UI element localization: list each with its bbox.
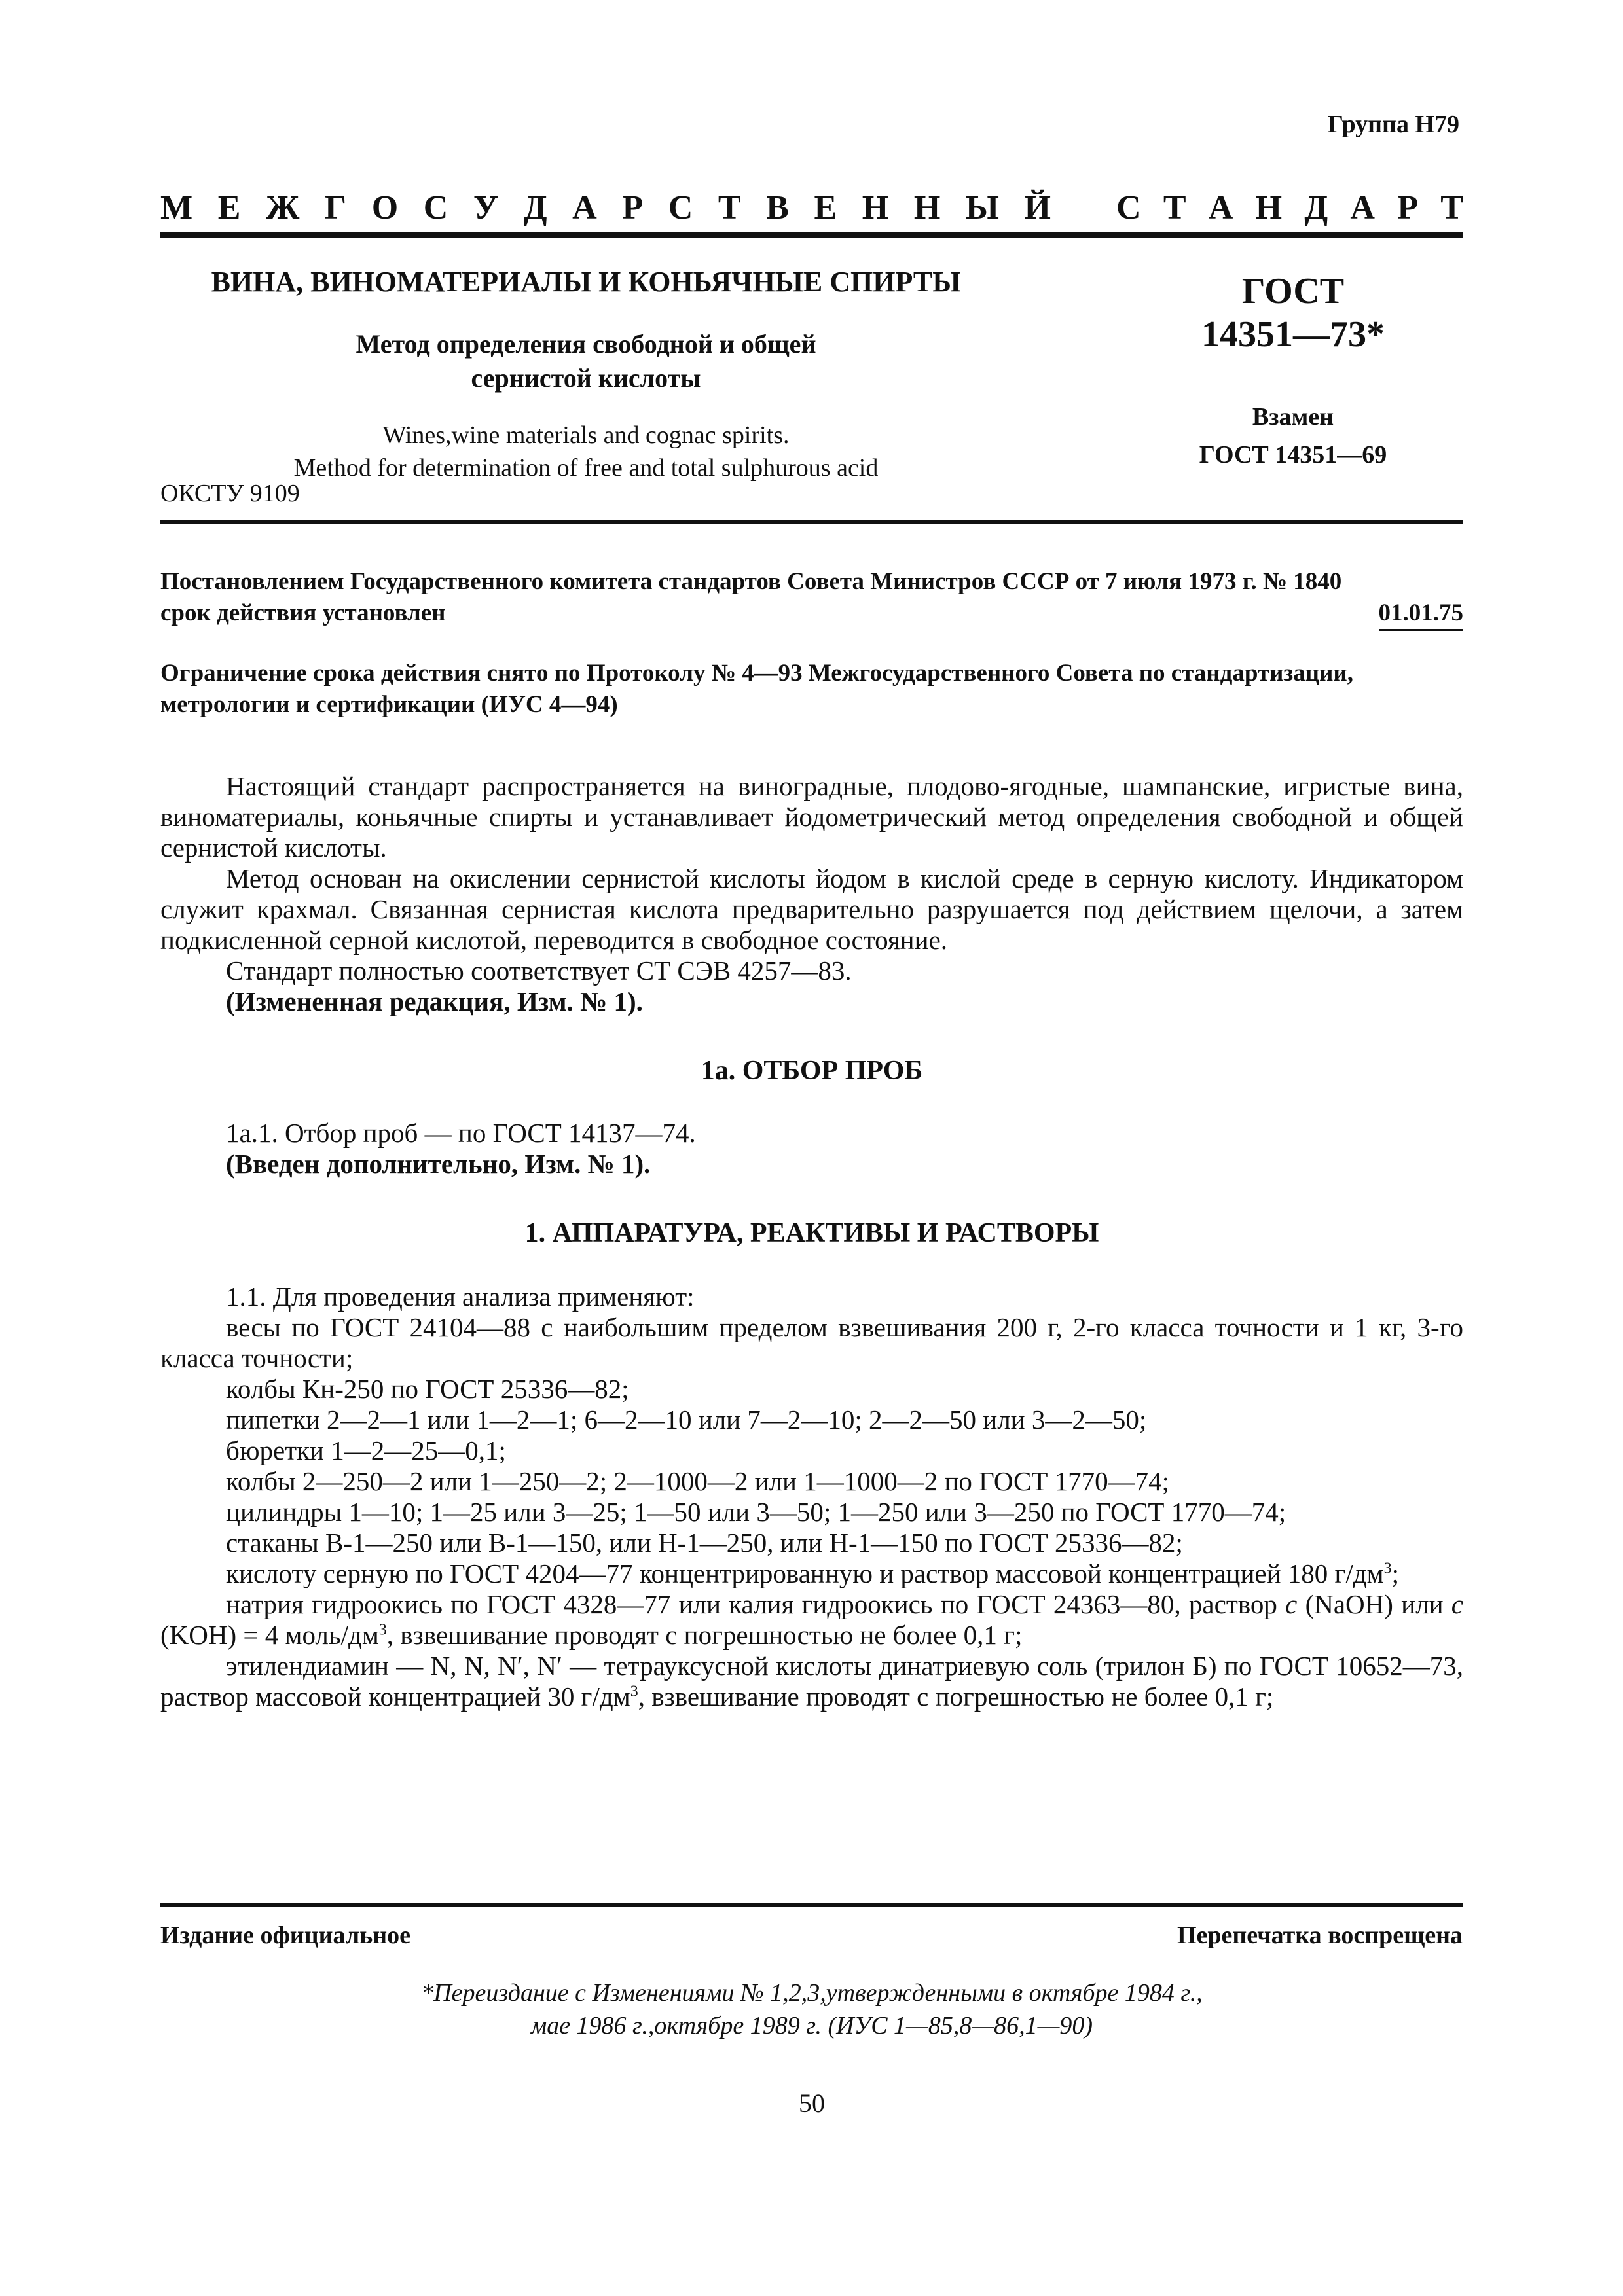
title-rule (160, 520, 1463, 524)
banner-letter: Е (814, 189, 837, 226)
reprint-prohibited: Перепечатка воспрещена (1176, 1922, 1463, 1949)
apparatus-item: цилиндры 1—10; 1—25 или 3—25; 1—50 или 3—50; 1—250 или 3—250 по ГОСТ 1770—74; (226, 1497, 1286, 1527)
apparatus-item: бюретки 1—2—25—0,1; (226, 1435, 506, 1465)
effective-date: 01.01.75 (1379, 598, 1464, 631)
banner-letter: Р (1397, 189, 1418, 226)
reprint-note: *Переиздание с Изменениями № 1,2,3,утвержденными в октябре 1984 г., мае 1986 г.,октябре 1989 г. (ИУС 1—85,8—86,1—90) (421, 1979, 1203, 2039)
banner-letter: Ж (266, 189, 300, 226)
banner-letter: А (572, 189, 597, 226)
page-number: 50 (799, 2089, 825, 2118)
okstu-code: ОКСТУ 9109 (160, 480, 300, 507)
banner-letter: Ы (965, 189, 999, 226)
banner-letter: В (766, 189, 789, 226)
banner-letter: Т (1163, 189, 1186, 226)
banner-letter: М (160, 189, 193, 226)
banner-letter: У (473, 189, 499, 226)
apparatus-item: весы по ГОСТ 24104—88 с наибольшим пределом взвешивания 200 г, 2-го класса точности и 1 кг, 3-го класса точности; (160, 1312, 1463, 1373)
group-code: Группа Н79 (1327, 111, 1459, 138)
apparatus-item: колбы 2—250—2 или 1—250—2; 2—1000—2 или 1—1000—2 по ГОСТ 1770—74; (226, 1466, 1170, 1496)
banner-letter: С (668, 189, 693, 226)
banner-word-interstate (160, 188, 1051, 227)
apparatus-item-naoh: натрия гидроокись по ГОСТ 4328—77 или калия гидроокись по ГОСТ 24363—80, раствор c (NaOH) или c (KOH) = 4 моль/$дм^3$, взвешивание проводят с погрешностью не более 0,1 г; (160, 1589, 1463, 1650)
decree-block: Постановлением Государственного комитета стандартов Совета Министров СССР от 7 июля 1973 г. № 1840 срок действия установлен 01.01.75 (160, 566, 1463, 629)
english-title: Wines,wine materials and cognac spirits. Method for determination of free and total sulphurous acid (293, 422, 879, 482)
intro-paragraph: Настоящий стандарт распространяется на виноградные, плодово-ягодные, шампанские, игристые вина, виноматериалы, коньячные спирты и устанавливает йодометрический метод определения свободной и общей сернистой кислоты. (160, 771, 1463, 863)
banner-letter: С (1116, 189, 1141, 226)
banner-letter: Н (1255, 189, 1283, 226)
apparatus-section (160, 1282, 1463, 1712)
apparatus-item: 1.1. Для проведения анализа применяют: (226, 1282, 695, 1312)
banner-letter: Н (913, 189, 941, 226)
standard-banner (160, 188, 1463, 227)
section-heading-apparatus: 1. АППАРАТУРА, РЕАКТИВЫ И РАСТВОРЫ (524, 1218, 1099, 1248)
banner-letter: Й (1024, 189, 1051, 226)
banner-letter: Е (217, 189, 241, 226)
apparatus-item: колбы Кн-250 по ГОСТ 25336—82; (226, 1374, 629, 1404)
replaces-standard: Взамен ГОСТ 14351—69 (1199, 403, 1387, 469)
amendment-note: (Введен дополнительно, Изм. № 1). (226, 1149, 651, 1179)
sampling-section (160, 1118, 1463, 1179)
footer-rule (160, 1903, 1463, 1907)
apparatus-item-edta: этилендиамин — N, N, N′, N′ — тетрауксусной кислоты динатриевую соль (трилон Б) по ГОСТ 10652—73, раствор массовой концентрацией 30 $г/дм^3$, взвешивание проводят с погрешностью не более 0,1 г; (160, 1651, 1463, 1712)
header-rule (160, 232, 1463, 238)
gost-number: ГОСТ 14351—73* (1201, 271, 1385, 355)
banner-letter: С (423, 189, 448, 226)
apparatus-item-acid: кислоту серную по ГОСТ 4204—77 концентрированную и раствор массовой концентрацией 180 $г/дм^3$; (226, 1558, 1399, 1588)
banner-letter: Д (523, 189, 547, 226)
banner-word-standard (1116, 188, 1463, 227)
banner-letter: Р (622, 189, 644, 226)
amendment-note: (Измененная редакция, Изм. № 1). (226, 986, 643, 1016)
intro-section (160, 771, 1463, 1017)
official-edition: Издание официальное (160, 1922, 411, 1949)
banner-letter: Т (1440, 189, 1463, 226)
banner-letter: Н (862, 189, 889, 226)
banner-letter: Д (1304, 189, 1328, 226)
document-subtitle: Метод определения свободной и общей сернистой кислоты (356, 329, 816, 393)
intro-paragraph: Метод основан на окислении сернистой кислоты йодом в кислой среде в серную кислоту. Индикатором служит крахмал. Связанная сернистая кислота предварительно разрушается под действием щелочи, а затем подкисленной серной кислотой, переводится в свободное состояние. (160, 863, 1463, 955)
banner-letter: Т (718, 189, 741, 226)
document-title: ВИНА, ВИНОМАТЕРИАЛЫ И КОНЬЯЧНЫЕ СПИРТЫ (211, 266, 961, 298)
limit-note: Ограничение срока действия снято по Протоколу № 4—93 Межгосударственного Совета по стандартизации, метрологии и сертификации (ИУС 4—94) (160, 660, 1353, 718)
sampling-item: 1а.1. Отбор проб — по ГОСТ 14137—74. (226, 1118, 696, 1148)
banner-letter: О (371, 189, 399, 226)
apparatus-item: пипетки 2—2—1 или 1—2—1; 6—2—10 или 7—2—10; 2—2—50 или 3—2—50; (226, 1405, 1147, 1435)
banner-letter: А (1208, 189, 1233, 226)
apparatus-item: стаканы В-1—250 или В-1—150, или Н-1—250, или Н-1—150 по ГОСТ 25336—82; (226, 1528, 1183, 1558)
banner-letter: А (1350, 189, 1375, 226)
banner-letter: Г (325, 189, 347, 226)
intro-paragraph: Стандарт полностью соответствует СТ СЭВ 4257—83. (226, 956, 852, 986)
section-heading-sampling: 1а. ОТБОР ПРОБ (701, 1056, 923, 1086)
